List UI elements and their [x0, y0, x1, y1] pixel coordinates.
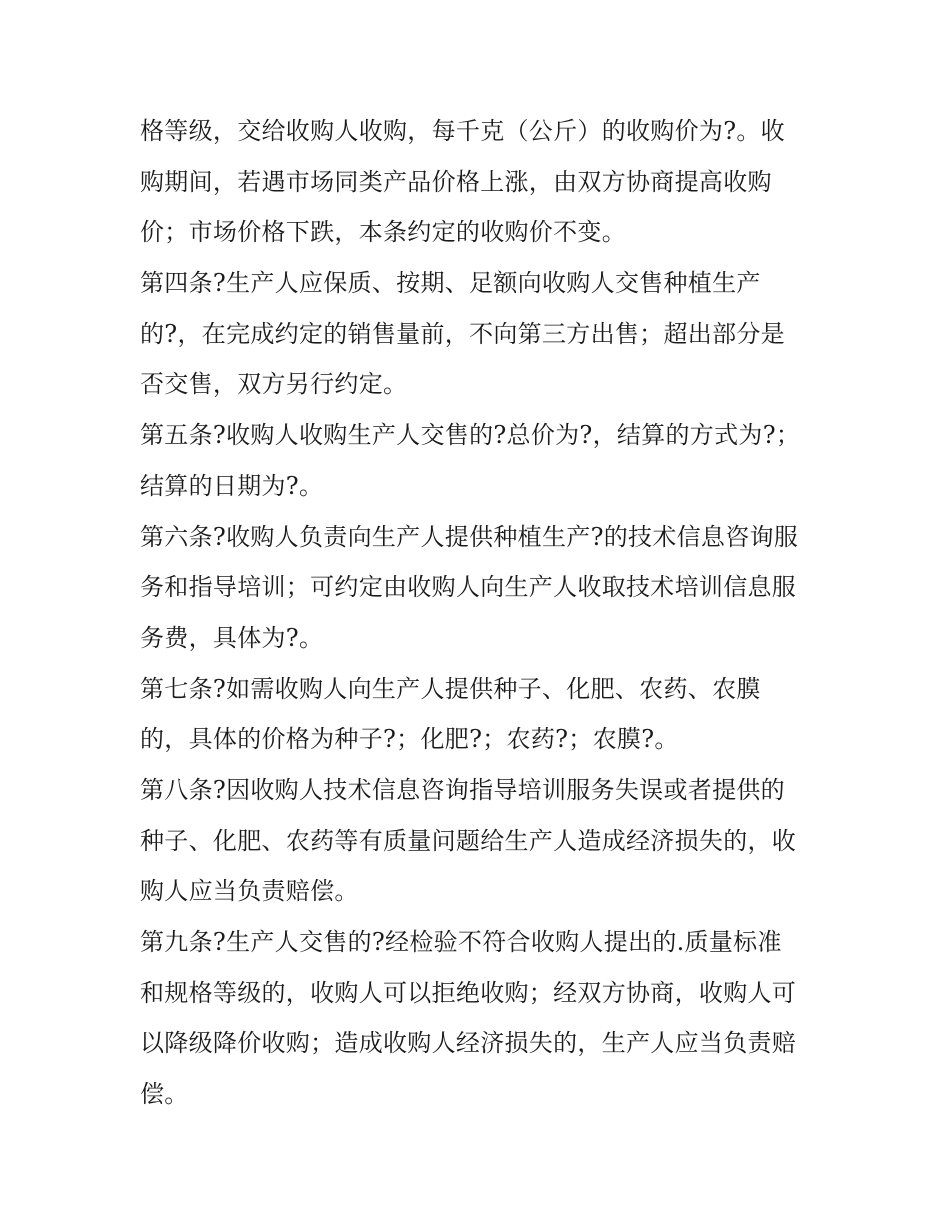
text-line: 第四条?生产人应保质、按期、足额向收购人交售种植生产 — [140, 269, 761, 298]
text-line: 以降级降价收购；造成收购人经济损失的，生产人应当负责赔 — [140, 1029, 797, 1058]
text-line: 否交售，双方另行约定。 — [140, 370, 408, 399]
text-line: 价；市场价格下跌，本条约定的收购价不变。 — [140, 218, 626, 247]
text-line: 种子、化肥、农药等有质量问题给生产人造成经济损失的，收 — [140, 826, 797, 855]
text-line: 和规格等级的，收购人可以拒绝收购；经双方协商，收购人可 — [140, 978, 797, 1007]
text-line: 第五条?收购人收购生产人交售的?总价为?，结算的方式为?； — [140, 421, 801, 450]
text-line: 务费，具体为?。 — [140, 623, 324, 652]
text-line: 第九条?生产人交售的?经检验不符合收购人提出的.质量标准 — [140, 928, 782, 956]
text-line: 第八条?因收购人技术信息咨询指导培训服务失误或者提供的 — [140, 775, 785, 804]
text-line: 的，具体的价格为种子?；化肥?；农药?；农膜?。 — [140, 725, 679, 754]
text-line: 偿。 — [140, 1080, 189, 1109]
document-body — [140, 106, 815, 1120]
text-line: 务和指导培训；可约定由收购人向生产人收取技术培训信息服 — [140, 573, 797, 602]
text-line: 购人应当负责赔偿。 — [140, 877, 359, 906]
text-line: 购期间，若遇市场同类产品价格上涨，由双方协商提高收购 — [140, 167, 772, 196]
text-line: 的?，在完成约定的销售量前，不向第三方出售；超出部分是 — [140, 319, 785, 348]
text-line: 结算的日期为?。 — [140, 471, 324, 500]
text-line: 第七条?如需收购人向生产人提供种子、化肥、农药、农膜 — [140, 674, 761, 703]
text-line: 第六条?收购人负责向生产人提供种植生产?的技术信息咨询服 — [140, 522, 799, 551]
text-line: 格等级，交给收购人收购，每千克（公斤）的收购价为?。收 — [140, 117, 785, 145]
